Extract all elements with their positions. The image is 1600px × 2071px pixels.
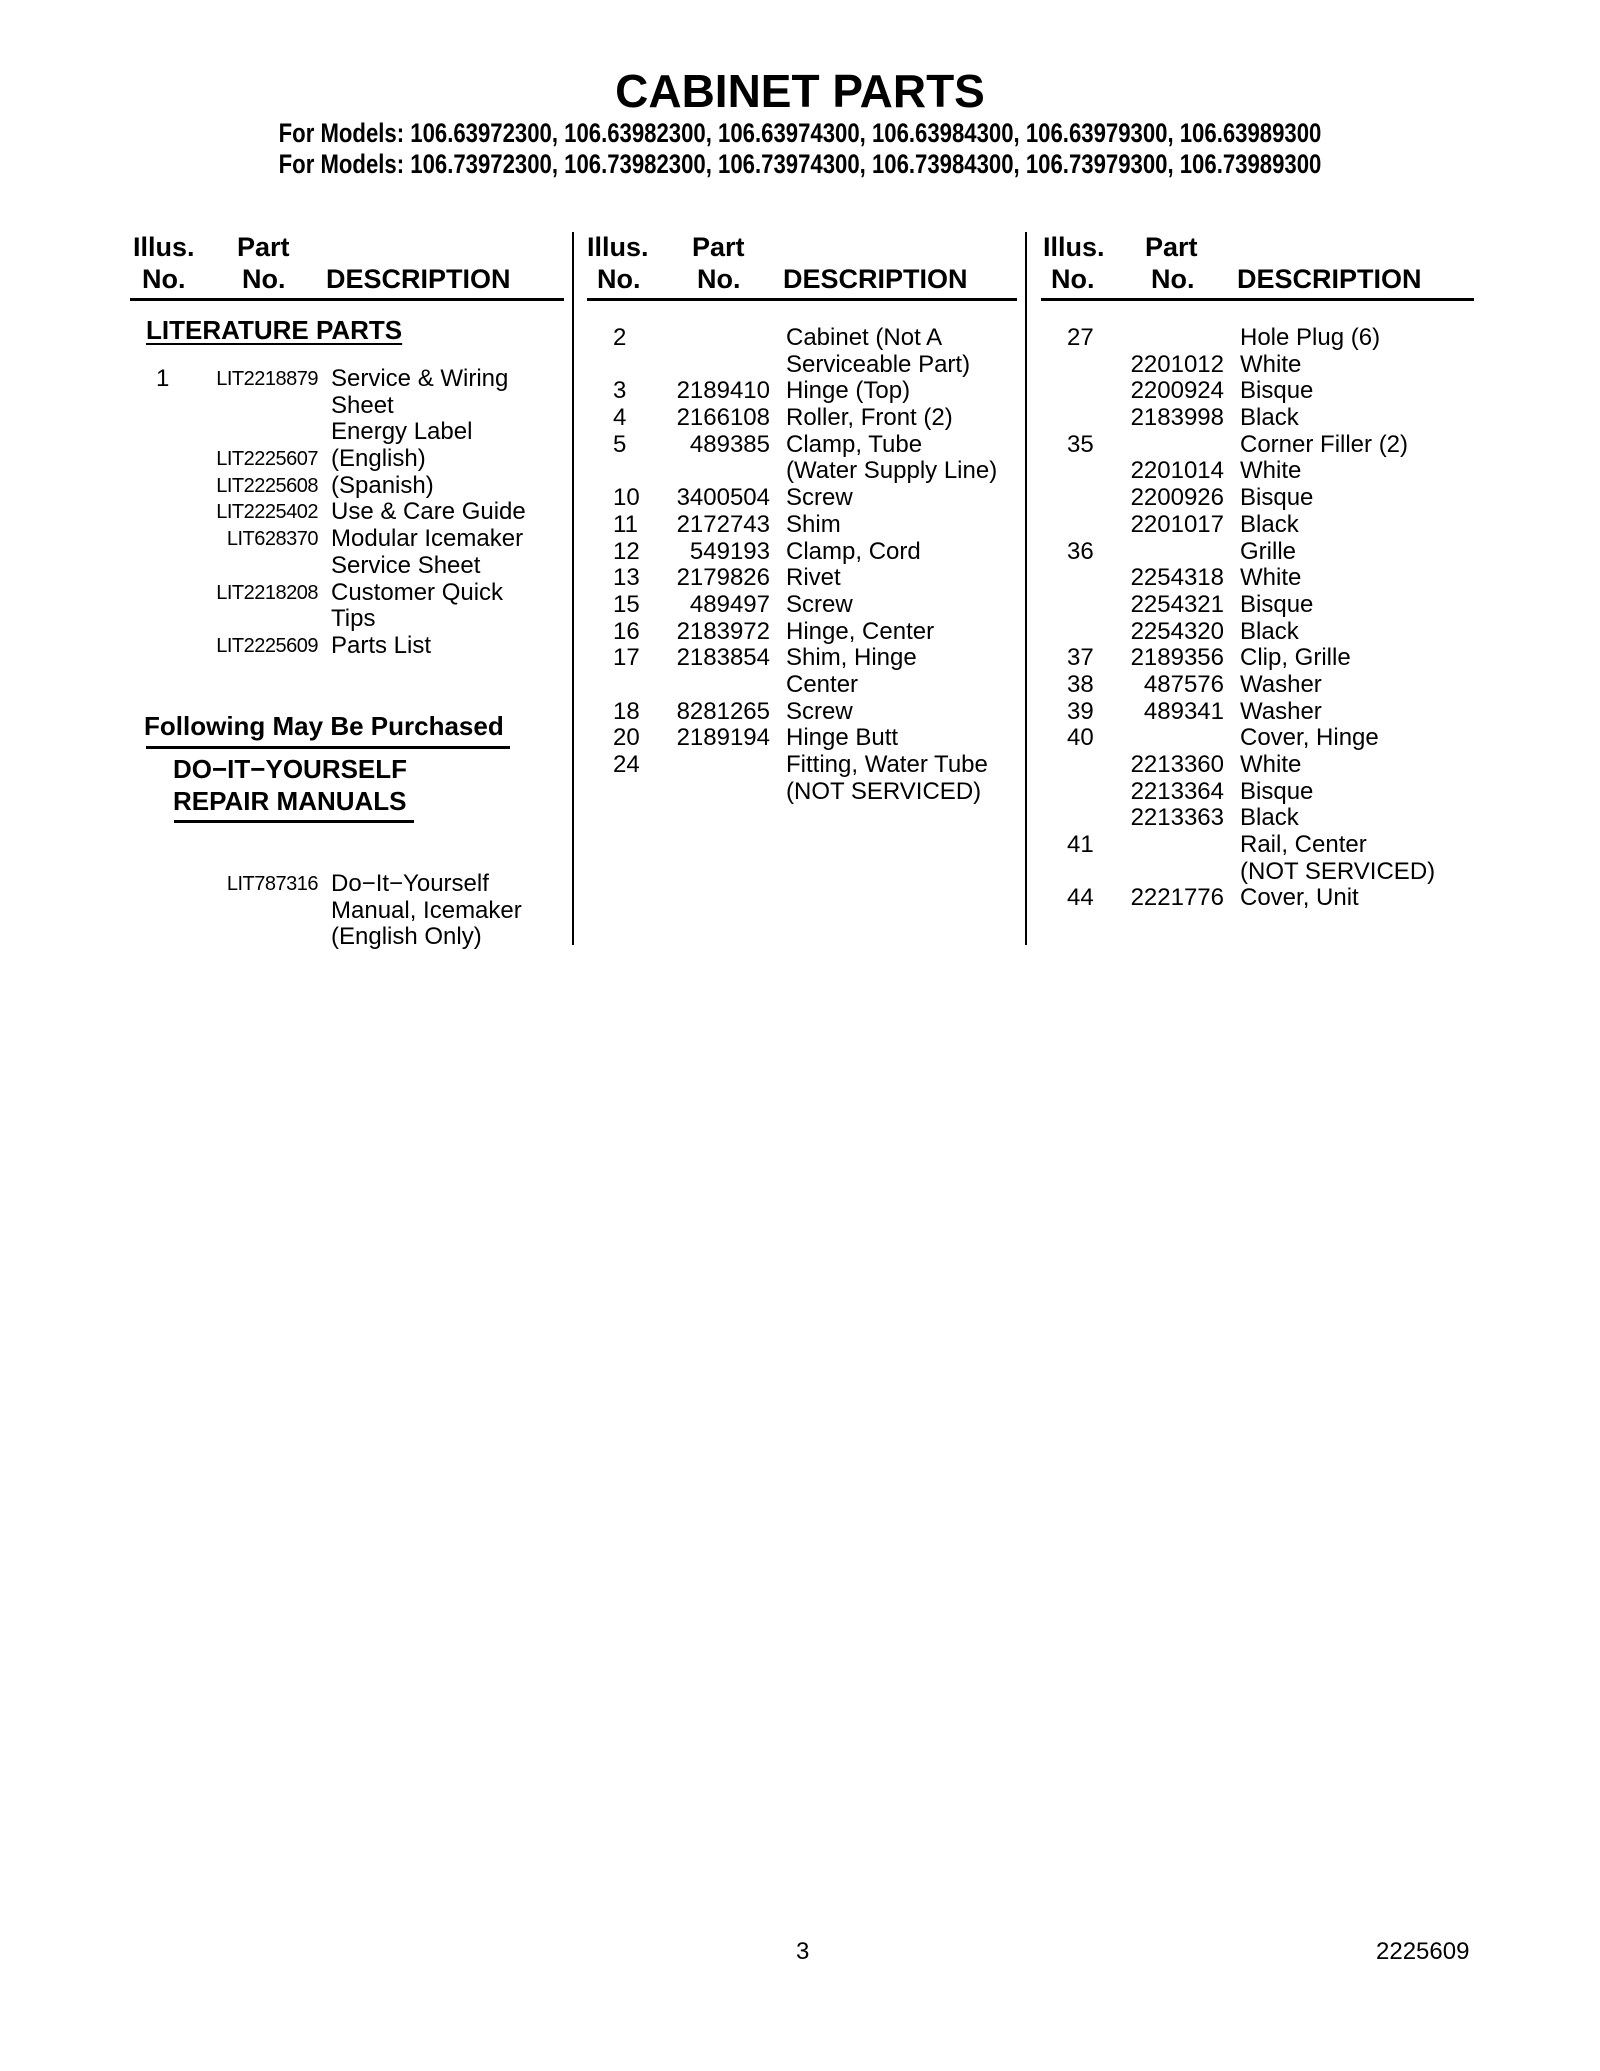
part-description: Black (1240, 804, 1299, 832)
part-number: 3400504 (676, 484, 770, 512)
diy-heading-line-1: DO−IT−YOURSELF (173, 754, 408, 784)
part-row (1041, 672, 1474, 699)
part-row (1041, 805, 1474, 832)
part-number: LIT2218208 (216, 581, 318, 604)
part-description: Shim (786, 510, 841, 538)
part-row (587, 539, 1017, 566)
illus-header: Illus. (587, 232, 649, 262)
part-number: LIT2225607 (216, 448, 318, 471)
illus-number: 36 (1067, 537, 1094, 565)
page-number: 3 (796, 1938, 810, 1965)
part-row (1041, 485, 1474, 512)
part-description: White (1240, 751, 1302, 778)
part-description: (English Only) (331, 923, 482, 951)
part-row (1041, 352, 1474, 379)
part-row (587, 645, 1017, 672)
part-description: Service & Wiring (331, 365, 509, 392)
illus-number: 1 (156, 365, 170, 392)
literature-row (130, 553, 564, 580)
part-description: Tips (331, 605, 376, 633)
part-number: 2189356 (1130, 644, 1224, 672)
diy-heading-line-2: REPAIR MANUALS (173, 786, 407, 816)
part-description: Bisque (1240, 484, 1314, 512)
part-no-header: No. (1151, 264, 1195, 294)
literature-row (130, 366, 564, 393)
diy-manual-row (130, 924, 564, 951)
part-description: Washer (1240, 670, 1322, 698)
page-title: CABINET PARTS (615, 65, 985, 117)
part-row (587, 672, 1017, 699)
part-row (1041, 592, 1474, 619)
part-description: White (1240, 564, 1302, 592)
part-number: 2221776 (1130, 884, 1224, 912)
illus-number: 24 (613, 751, 640, 778)
illus-number: 37 (1067, 644, 1094, 672)
part-description: Screw (786, 484, 853, 512)
models-line-2: For Models: 106.73972300, 106.73982300, 106.73974300, 106.73984300, 106.73979300, 106.73989300 (278, 149, 1322, 179)
part-row (1041, 458, 1474, 485)
part-number: LIT628370 (226, 528, 318, 551)
part-row (1041, 779, 1474, 806)
part-description: (NOT SERVICED) (786, 777, 982, 805)
illus-number: 17 (613, 644, 640, 672)
part-row (1041, 512, 1474, 539)
part-description: Serviceable Part) (786, 350, 971, 378)
literature-row (130, 419, 564, 446)
description-header: DESCRIPTION (783, 264, 968, 294)
illus-number: 15 (613, 590, 640, 618)
description-header: DESCRIPTION (1237, 264, 1422, 294)
part-row (587, 352, 1017, 379)
illus-number: 20 (613, 724, 640, 752)
column-3 (1041, 232, 1474, 912)
part-number: 2183998 (1130, 404, 1224, 432)
column-divider-2 (1025, 232, 1027, 945)
part-row (1041, 885, 1474, 912)
illus-number: 27 (1067, 324, 1094, 351)
illus-header: Illus. (133, 232, 195, 262)
part-description: Cover, Hinge (1240, 724, 1379, 752)
part-row (587, 779, 1017, 806)
part-description: White (1240, 457, 1302, 485)
column-3-header (1041, 232, 1474, 301)
illus-number: 44 (1067, 884, 1094, 912)
part-row (587, 458, 1017, 485)
part-description: Black (1240, 510, 1299, 538)
part-row (587, 378, 1017, 405)
part-row (587, 752, 1017, 779)
part-row (1041, 699, 1474, 726)
part-row (1041, 725, 1474, 752)
part-number: 2189194 (676, 724, 770, 752)
part-row (587, 485, 1017, 512)
part-number: 2201012 (1130, 350, 1224, 378)
illus-no-header: No. (142, 264, 186, 294)
part-number: 489341 (1143, 697, 1224, 725)
part-row (1041, 432, 1474, 459)
part-header: Part (692, 232, 745, 262)
part-description: White (1240, 350, 1302, 378)
illus-number: 16 (613, 617, 640, 645)
illus-number: 12 (613, 537, 640, 565)
part-row (1041, 539, 1474, 566)
part-description: Parts List (331, 631, 432, 659)
part-number: 2254320 (1130, 617, 1224, 645)
part-description: Roller, Front (2) (786, 404, 953, 432)
illus-number: 39 (1067, 697, 1094, 725)
column-divider-1 (572, 232, 574, 945)
part-description: Hinge, Center (786, 617, 935, 645)
illus-number: 41 (1067, 831, 1094, 859)
part-number: 489385 (689, 430, 770, 458)
description-header: DESCRIPTION (326, 264, 511, 294)
illus-number: 10 (613, 484, 640, 512)
part-row (1041, 645, 1474, 672)
part-description: Bisque (1240, 777, 1314, 805)
part-row (1041, 752, 1474, 779)
part-description: Black (1240, 617, 1299, 645)
illus-number: 38 (1067, 670, 1094, 698)
diy-rule (174, 820, 414, 823)
part-row (587, 619, 1017, 646)
part-description: Center (786, 670, 859, 698)
part-description: Clamp, Tube (786, 430, 923, 458)
part-row (1041, 565, 1474, 592)
part-number: 2254318 (1130, 564, 1224, 592)
illus-header: Illus. (1043, 232, 1105, 262)
part-number: 2172743 (676, 510, 770, 538)
part-row (1041, 378, 1474, 405)
part-description: Do−It−Yourself (331, 870, 489, 897)
illus-number: 13 (613, 564, 640, 592)
part-description: Hinge Butt (786, 724, 899, 752)
part-row (587, 512, 1017, 539)
literature-row (130, 580, 564, 607)
part-description: Rail, Center (1240, 831, 1367, 859)
part-header: Part (1145, 232, 1198, 262)
part-description: Clamp, Cord (786, 537, 921, 565)
part-description: Fitting, Water Tube (786, 751, 988, 778)
part-number: LIT2225608 (216, 474, 318, 497)
part-description: Sheet (331, 391, 394, 419)
part-description: Service Sheet (331, 551, 481, 579)
part-description: Use & Care Guide (331, 498, 526, 526)
part-description: Clip, Grille (1240, 644, 1351, 672)
part-number: 2183972 (676, 617, 770, 645)
part-row (1041, 619, 1474, 646)
part-number: 2254321 (1130, 590, 1224, 618)
part-row (1041, 405, 1474, 432)
part-description: Shim, Hinge (786, 644, 917, 672)
literature-row (130, 499, 564, 526)
literature-row (130, 393, 564, 420)
document-number: 2225609 (1376, 1938, 1470, 1965)
part-number: 2201017 (1130, 510, 1224, 538)
part-description: Rivet (786, 564, 841, 592)
part-description: Bisque (1240, 377, 1314, 405)
part-description: (Spanish) (331, 471, 434, 499)
purchase-heading: Following May Be Purchased (144, 711, 504, 741)
part-description: Corner Filler (2) (1240, 430, 1409, 458)
part-row (587, 432, 1017, 459)
literature-row (130, 473, 564, 500)
part-row (587, 699, 1017, 726)
part-description: Hole Plug (6) (1240, 324, 1381, 351)
part-no-header: No. (697, 264, 741, 294)
part-number: 489497 (689, 590, 770, 618)
part-description: Hinge (Top) (786, 377, 911, 405)
part-number: 2183854 (676, 644, 770, 672)
column-1 (130, 232, 564, 301)
diy-rows (130, 871, 564, 951)
part-number: LIT2225609 (216, 634, 318, 657)
part-number: LIT787316 (226, 873, 318, 895)
part-description: Grille (1240, 537, 1297, 565)
illus-number: 2 (613, 324, 627, 351)
part-no-header: No. (242, 264, 286, 294)
part-description: Washer (1240, 697, 1322, 725)
diy-manual-row (130, 898, 564, 925)
illus-number: 35 (1067, 430, 1094, 458)
part-description: Screw (786, 590, 853, 618)
part-number: 2166108 (676, 404, 770, 432)
part-row (587, 565, 1017, 592)
illus-no-header: No. (597, 264, 641, 294)
models-line-1: For Models: 106.63972300, 106.63982300, 106.63974300, 106.63984300, 106.63979300, 106.63989300 (278, 118, 1322, 148)
literature-row (130, 606, 564, 633)
literature-rows (130, 366, 564, 660)
part-description: Manual, Icemaker (331, 896, 522, 924)
illus-number: 40 (1067, 724, 1094, 752)
part-number: 2201014 (1130, 457, 1224, 485)
part-header: Part (237, 232, 290, 262)
part-row (1041, 859, 1474, 886)
diy-manual-row (130, 871, 564, 898)
part-number: 8281265 (676, 697, 770, 725)
literature-parts-heading: LITERATURE PARTS (146, 315, 403, 345)
part-description: Cover, Unit (1240, 884, 1359, 912)
part-description: Cabinet (Not A (786, 324, 943, 351)
illus-number: 5 (613, 430, 627, 458)
part-number: 2213363 (1130, 804, 1224, 832)
column-2 (587, 232, 1017, 805)
part-description: Modular Icemaker (331, 525, 524, 553)
part-row (1041, 325, 1474, 352)
part-description: Screw (786, 697, 853, 725)
literature-row (130, 446, 564, 473)
part-number: 2200924 (1130, 377, 1224, 405)
part-number: LIT2225402 (216, 501, 318, 524)
part-number: 2213364 (1130, 777, 1224, 805)
part-description: (NOT SERVICED) (1240, 857, 1436, 885)
part-description: Black (1240, 404, 1299, 432)
part-number: 549193 (689, 537, 770, 565)
part-number: LIT2218879 (216, 368, 318, 390)
part-number: 487576 (1143, 670, 1224, 698)
part-description: (English) (331, 445, 426, 473)
illus-number: 3 (613, 377, 627, 405)
part-row (587, 325, 1017, 352)
column-1-header (130, 232, 564, 301)
part-row (1041, 832, 1474, 859)
part-row (587, 405, 1017, 432)
part-number: 2200926 (1130, 484, 1224, 512)
illus-number: 11 (613, 510, 638, 538)
part-description: Bisque (1240, 590, 1314, 618)
part-description: (Water Supply Line) (786, 457, 998, 485)
illus-no-header: No. (1051, 264, 1095, 294)
purchase-rule (146, 746, 510, 749)
part-row (587, 592, 1017, 619)
part-description: Energy Label (331, 418, 473, 446)
illus-number: 4 (613, 404, 627, 432)
illus-number: 18 (613, 697, 640, 725)
part-number: 2179826 (676, 564, 770, 592)
part-number: 2189410 (676, 377, 770, 405)
column-2-header (587, 232, 1017, 301)
literature-row (130, 526, 564, 553)
part-number: 2213360 (1130, 751, 1224, 778)
part-description: Customer Quick (331, 578, 504, 606)
literature-row (130, 633, 564, 660)
part-row (587, 725, 1017, 752)
